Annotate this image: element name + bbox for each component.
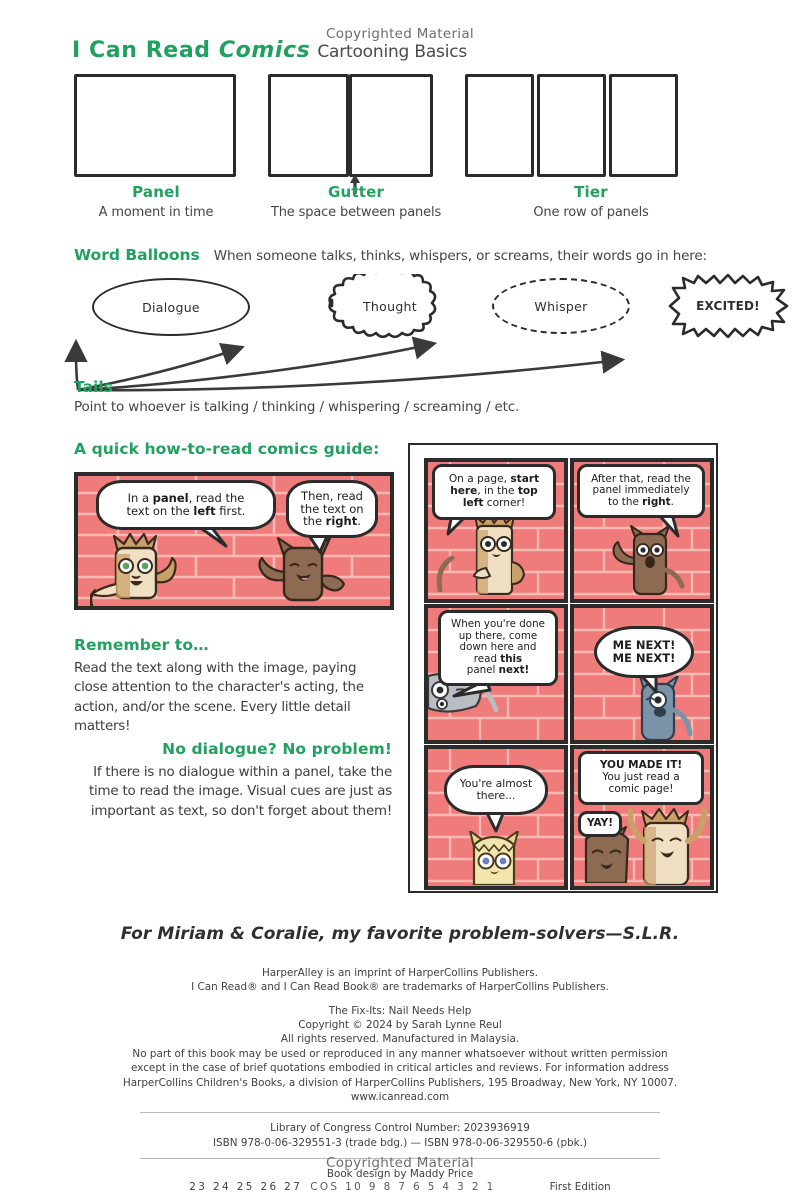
balloon-excited bbox=[665, 274, 791, 338]
term-tier-name: Tier bbox=[574, 183, 608, 201]
isbn-line: ISBN 978-0-06-329551-3 (trade bdg.) — ISBN 978-0-06-329550-6 (pbk.) bbox=[212, 1136, 588, 1149]
remember-body: Read the text along with the image, paying close attention to the character's acting, the action, and/or the scene. Every little detail matters! bbox=[74, 661, 364, 735]
print-sequence: COS 10 9 8 7 6 5 4 3 2 1 bbox=[310, 1181, 496, 1194]
balloon-dialogue-label: Dialogue bbox=[142, 299, 200, 315]
balloon-whisper-label: Whisper bbox=[534, 298, 588, 314]
comics-guide-grid bbox=[408, 443, 718, 893]
copyright-line: Copyright © 2024 by Sarah Lynne Reul bbox=[298, 1019, 502, 1032]
comic-panel-4-bubble: ME NEXT! ME NEXT! bbox=[594, 626, 694, 678]
brand-logo bbox=[72, 38, 310, 63]
comic-panel-4 bbox=[570, 604, 714, 744]
divider-1 bbox=[140, 1112, 660, 1113]
remember-section bbox=[74, 636, 390, 737]
howto-heading: A quick how-to-read comics guide: bbox=[74, 440, 380, 458]
cat-character-yellow bbox=[468, 831, 530, 885]
comic-panel-1 bbox=[424, 458, 568, 603]
imprint-line-1: HarperAlley is an imprint of HarperCollins Publishers. bbox=[261, 967, 539, 979]
strip-bubble-left: In a panel, read the text on the left first. bbox=[96, 480, 276, 530]
diagram-gutter-box-left bbox=[268, 74, 349, 177]
comic-panel-6-bubble: YOU MADE IT! You just read a comic page! bbox=[578, 751, 704, 805]
comic-panel-6 bbox=[570, 745, 714, 890]
legal-line-1: No part of this book may be used or reproduced in any manner whatsoever without written permission bbox=[132, 1047, 668, 1060]
balloon-excited-label: EXCITED! bbox=[696, 299, 760, 313]
diagram-panel-box bbox=[74, 74, 236, 177]
book-title-line: The Fix-Its: Nail Needs Help bbox=[328, 1004, 472, 1017]
cat-character-cream bbox=[90, 524, 198, 606]
balloon-dialogue bbox=[92, 278, 250, 336]
term-gutter-name: Gutter bbox=[327, 183, 385, 201]
edition-label: First Edition bbox=[549, 1181, 611, 1194]
term-gutter bbox=[262, 183, 450, 220]
diagram-gutter-box-right bbox=[349, 74, 433, 177]
comic-panel-5-bubble: You're almost there... bbox=[444, 765, 548, 815]
print-years: 23 24 25 26 27 bbox=[189, 1181, 303, 1194]
cat-character-cream-cheering bbox=[628, 797, 712, 885]
word-balloons-header bbox=[74, 246, 707, 264]
panel-diagram-row bbox=[72, 72, 728, 176]
word-balloons-subtitle: When someone talks, thinks, whispers, or screams, their words go in here: bbox=[213, 248, 707, 264]
term-panel-name: Panel bbox=[132, 183, 180, 201]
cat-character-cream bbox=[468, 510, 530, 595]
comic-panel-3-bubble: When you're done up there, come down here and read this panel next! bbox=[438, 610, 558, 686]
no-dialogue-body: If there is no dialogue within a panel, take the time to read the image. Visual cues are just as important as text, so don't forget about them! bbox=[88, 765, 392, 819]
dedication: For Miriam & Coralie, my favorite problem-solvers—S.L.R. bbox=[120, 924, 680, 944]
remember-heading: Remember to… bbox=[74, 636, 209, 654]
print-line bbox=[100, 1181, 700, 1193]
strip-bubble-right: Then, read the text on the right. bbox=[286, 480, 378, 538]
balloon-thought-label: Thought bbox=[363, 298, 417, 314]
comic-panel-1-bubble: On a page, start here, in the top left corner! bbox=[432, 464, 556, 520]
imprint-line-2: I Can Read® and I Can Read Book® are trademarks of HarperCollins Publishers. bbox=[191, 981, 609, 994]
legal-line-3: HarperCollins Children's Books, a division of HarperCollins Publishers, 195 Broadway, New York, NY 10007. bbox=[122, 1076, 678, 1089]
comic-panel-2-bubble: After that, read the panel immediately to the right. bbox=[577, 464, 705, 518]
comic-panel-5 bbox=[424, 745, 568, 890]
comic-panel-6-yay-bubble: YAY! bbox=[578, 811, 622, 837]
diagram-tier-box-2 bbox=[537, 74, 606, 177]
word-balloons-title: Word Balloons bbox=[74, 246, 200, 264]
diagram-tier-box-3 bbox=[609, 74, 678, 177]
watermark-top: Copyrighted Material bbox=[326, 26, 474, 42]
masthead-subtitle: Cartooning Basics bbox=[317, 42, 468, 62]
cat-tail bbox=[432, 534, 472, 592]
term-gutter-desc: The space between panels bbox=[270, 205, 442, 220]
lccn-line: Library of Congress Control Number: 2023936919 bbox=[270, 1122, 530, 1135]
wide-comic-strip bbox=[74, 472, 394, 610]
masthead bbox=[72, 38, 467, 63]
term-panel-desc: A moment in time bbox=[98, 205, 214, 220]
diagram-tier-box-1 bbox=[465, 74, 534, 177]
no-dialogue-section bbox=[64, 740, 392, 821]
tails-title: Tails bbox=[74, 378, 113, 396]
comic-panel-2 bbox=[570, 458, 714, 603]
brand-text-2: Comics bbox=[218, 38, 311, 63]
watermark-bottom: Copyrighted Material bbox=[326, 1155, 474, 1171]
legal-line-2: except in the case of brief quotations embodied in critical articles and reviews. For information address bbox=[131, 1062, 669, 1075]
term-tier bbox=[505, 183, 677, 220]
comic-panel-3 bbox=[424, 604, 568, 744]
balloon-whisper bbox=[492, 278, 630, 334]
term-tier-desc: One row of panels bbox=[533, 205, 649, 220]
brand-text-1: I Can Read bbox=[72, 38, 219, 63]
tails-label bbox=[74, 378, 519, 415]
tails-desc: Point to whoever is talking / thinking / whispering / screaming / etc. bbox=[74, 399, 520, 415]
balloon-thought bbox=[320, 274, 460, 338]
no-dialogue-heading: No dialogue? No problem! bbox=[162, 740, 392, 758]
term-panel bbox=[76, 183, 236, 220]
rights-line: All rights reserved. Manufactured in Malaysia. bbox=[280, 1033, 520, 1046]
website-line[interactable]: www.icanread.com bbox=[350, 1090, 450, 1103]
designer-line: Book design by Maddy Price bbox=[326, 1167, 474, 1180]
